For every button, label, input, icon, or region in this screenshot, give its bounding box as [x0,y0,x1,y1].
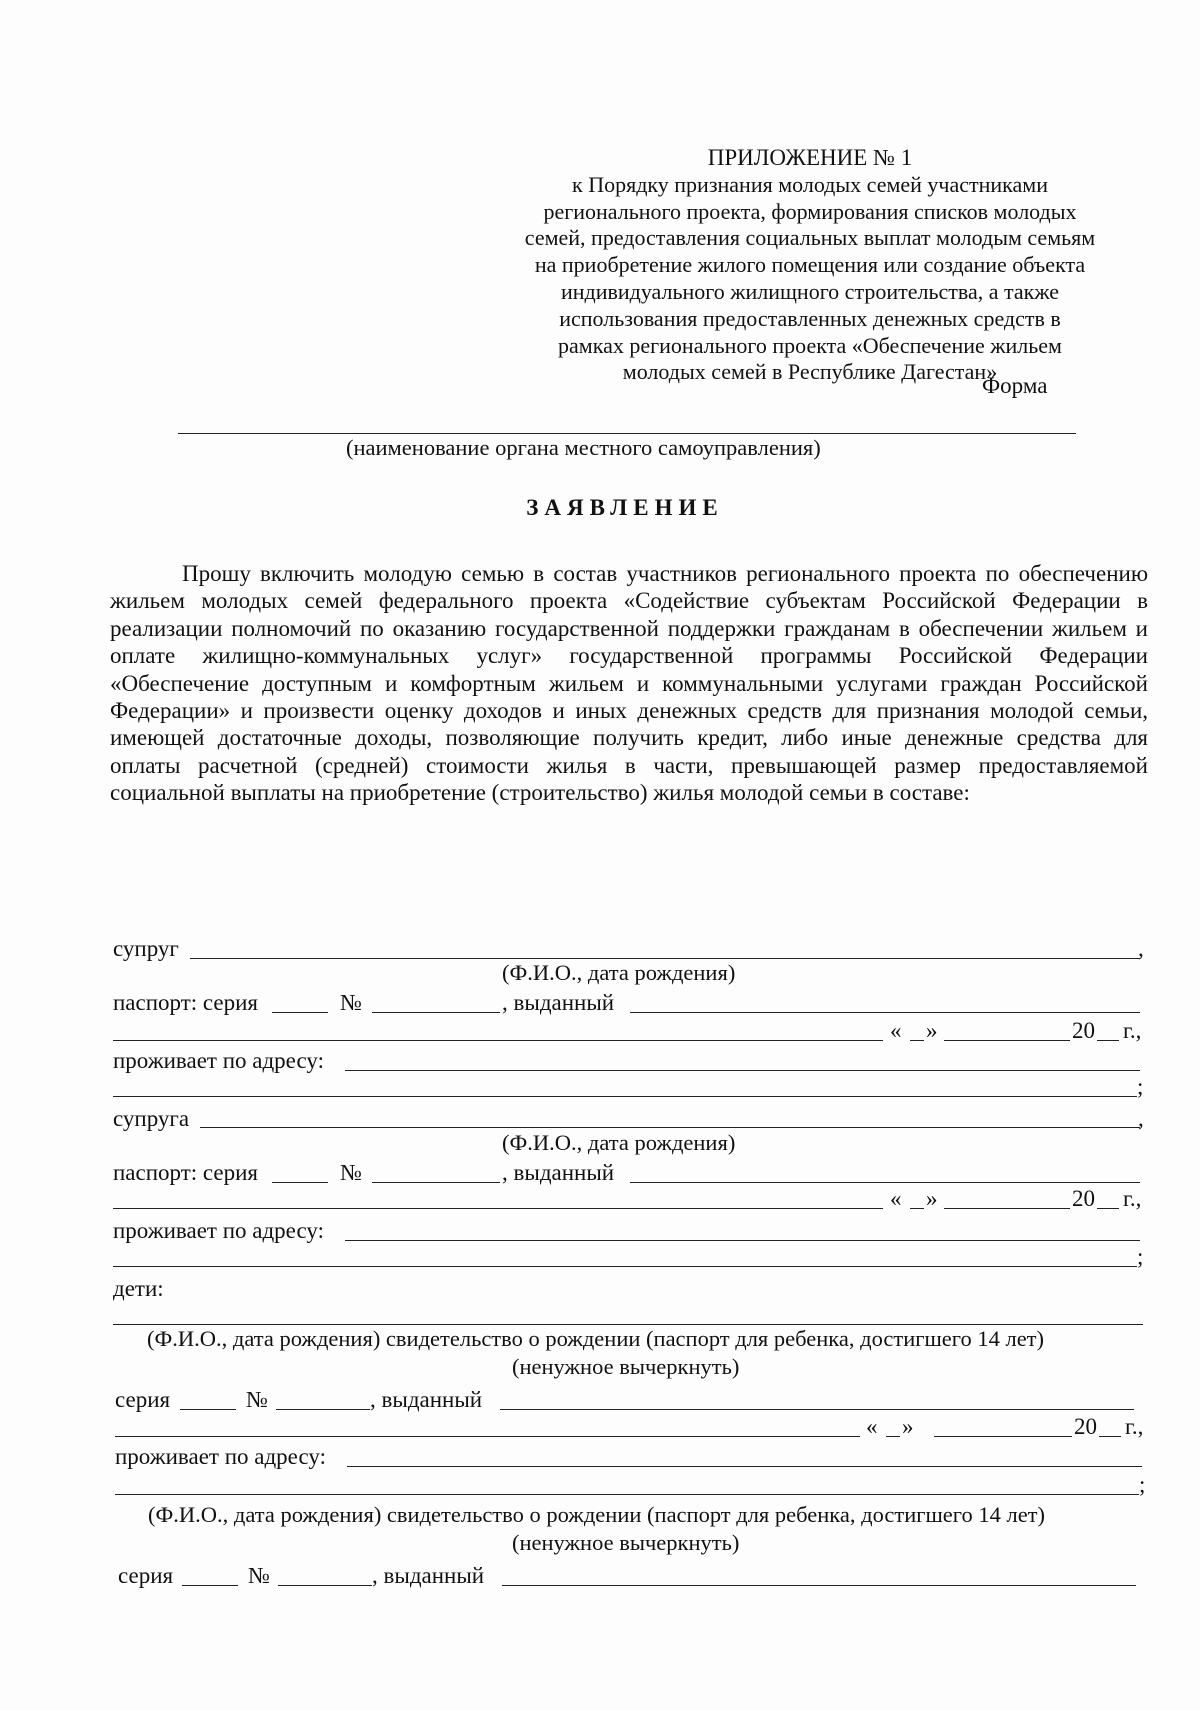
child1-open-quote: « [866,1414,878,1439]
wife-year-suffix: г., [1123,1186,1142,1211]
child1-issued-label: , выданный [370,1387,483,1412]
child1-issued-line[interactable] [500,1409,1134,1410]
child1-year-prefix: 20 [1074,1414,1097,1439]
appendix-line: к Порядку признания молодых семей участниками [572,171,1048,197]
husband-year-suffix: г., [1123,1018,1142,1043]
wife-day-line[interactable] [910,1208,924,1209]
husband-issued-line-2[interactable] [113,1040,883,1041]
child2-number-sign: № [248,1563,270,1588]
child1-issued-line-2[interactable] [115,1436,860,1437]
wife-semicolon: ; [1137,1244,1144,1269]
husband-semicolon: ; [1137,1074,1144,1099]
child1-address-label: проживает по адресу: [115,1444,326,1469]
child2-issued-label: , выданный [372,1563,485,1588]
appendix-line: рамках регионального проекта «Обеспечение жильем [558,332,1062,358]
child1-series-line[interactable] [180,1409,236,1410]
appendix-line: на приобретение жилого помещения или создание объекта [534,252,1086,278]
child1-strike-note: (ненужное вычеркнуть) [512,1354,740,1379]
husband-comma: , [1138,936,1144,961]
authority-line[interactable] [178,433,1076,434]
husband-number-sign: № [340,990,362,1015]
husband-passport-label: паспорт: серия [113,990,259,1015]
child1-year-line[interactable] [1099,1436,1121,1437]
appendix-line: регионального проекта, формирования списков молодых [543,198,1077,224]
child2-caption: (Ф.И.О., дата рождения) свидетельство о рождении (паспорт для ребенка, достигшего 14 лет) [148,1502,1046,1527]
husband-number-line[interactable] [372,1012,500,1013]
wife-series-line[interactable] [272,1182,328,1183]
child2-issued-line[interactable] [502,1585,1136,1586]
husband-day-line[interactable] [910,1040,924,1041]
child1-caption: (Ф.И.О., дата рождения) свидетельство о рождении (паспорт для ребенка, достигшего 14 лет) [147,1326,1045,1351]
wife-number-sign: № [340,1160,362,1185]
document-title: ЗАЯВЛЕНИЕ [526,495,724,520]
wife-address-label: проживает по адресу: [113,1218,324,1243]
wife-open-quote: « [890,1186,902,1211]
child1-semicolon: ; [1139,1472,1146,1497]
husband-year-line[interactable] [1097,1040,1119,1041]
body-paragraph: Прошу включить молодую семью в состав участников регионального проекта по обеспечению жильем молодых семей федерального проекта «Содействие субъектам Российской Федерации в реализации полномочий по оказанию государственной поддержки гражданам в обеспечении жильем и оплате жилищно-коммунальных услуг» государственной программы Российской Федерации «Обеспечение доступным и комфортным жильем и коммунальными услугами граждан Российской Федерации» и произвести оценку доходов и иных денежных средств для признания молодой семьи, имеющей достаточные доходы, позволяющие получить кредит, либо иные денежные средства для оплаты расчетной (средней) стоимости жилья в части, превышающей размер предоставляемой социальной выплаты на приобретение (строительство) жилья молодой семьи в составе: [110,561,1148,806]
child1-day-line[interactable] [886,1436,900,1437]
form-label: Форма [982,373,1048,398]
wife-close-quote: » [926,1186,938,1211]
wife-label: супруга [113,1106,190,1131]
wife-month-line[interactable] [944,1208,1070,1209]
child1-series-label: серия [115,1387,171,1412]
authority-caption: (наименование органа местного самоуправления) [346,435,821,460]
wife-fio-line[interactable] [200,1127,1140,1128]
husband-address-line-2[interactable] [113,1096,1137,1097]
appendix-title: ПРИЛОЖЕНИЕ № 1 [707,145,913,170]
child2-series-line[interactable] [182,1585,238,1586]
husband-fio-line[interactable] [190,958,1140,959]
child1-number-line[interactable] [276,1409,370,1410]
husband-issued-label: , выданный [502,990,615,1015]
husband-series-line[interactable] [272,1012,328,1013]
appendix-line: индивидуального жилищного строительства, а также [560,278,1060,304]
child1-close-quote: » [902,1414,914,1439]
husband-address-line[interactable] [345,1070,1140,1071]
husband-close-quote: » [926,1018,938,1043]
wife-issued-line[interactable] [630,1182,1140,1183]
child1-fio-line[interactable] [113,1324,1143,1325]
husband-issued-line[interactable] [630,1012,1140,1013]
husband-open-quote: « [890,1018,902,1043]
husband-fio-caption: (Ф.И.О., дата рождения) [502,960,736,985]
wife-fio-caption: (Ф.И.О., дата рождения) [502,1130,736,1155]
husband-month-line[interactable] [944,1040,1070,1041]
appendix-line: использования предоставленных денежных средств в [559,305,1061,331]
appendix-header [500,145,1120,386]
wife-number-line[interactable] [372,1182,500,1183]
children-label: дети: [113,1276,164,1301]
husband-label: супруг [113,936,179,961]
wife-address-line[interactable] [345,1240,1140,1241]
husband-address-label: проживает по адресу: [113,1048,324,1073]
wife-comma: , [1138,1106,1144,1131]
child1-address-line[interactable] [347,1466,1142,1467]
child2-number-line[interactable] [278,1585,372,1586]
child1-month-line[interactable] [934,1436,1072,1437]
child1-address-line-2[interactable] [115,1494,1139,1495]
wife-year-line[interactable] [1097,1208,1119,1209]
appendix-line: семей, предоставления социальных выплат молодым семьям [524,225,1096,251]
wife-issued-line-2[interactable] [113,1208,883,1209]
wife-issued-label: , выданный [502,1160,615,1185]
husband-year-prefix: 20 [1072,1018,1095,1043]
child1-year-suffix: г., [1125,1414,1144,1439]
child2-series-label: серия [118,1563,174,1588]
child2-strike-note: (ненужное вычеркнуть) [512,1530,740,1555]
appendix-line: молодых семей в Республике Дагестан» [622,359,998,385]
child1-number-sign: № [246,1387,268,1412]
wife-year-prefix: 20 [1072,1186,1095,1211]
wife-address-line-2[interactable] [113,1266,1137,1267]
wife-passport-label: паспорт: серия [113,1160,259,1185]
